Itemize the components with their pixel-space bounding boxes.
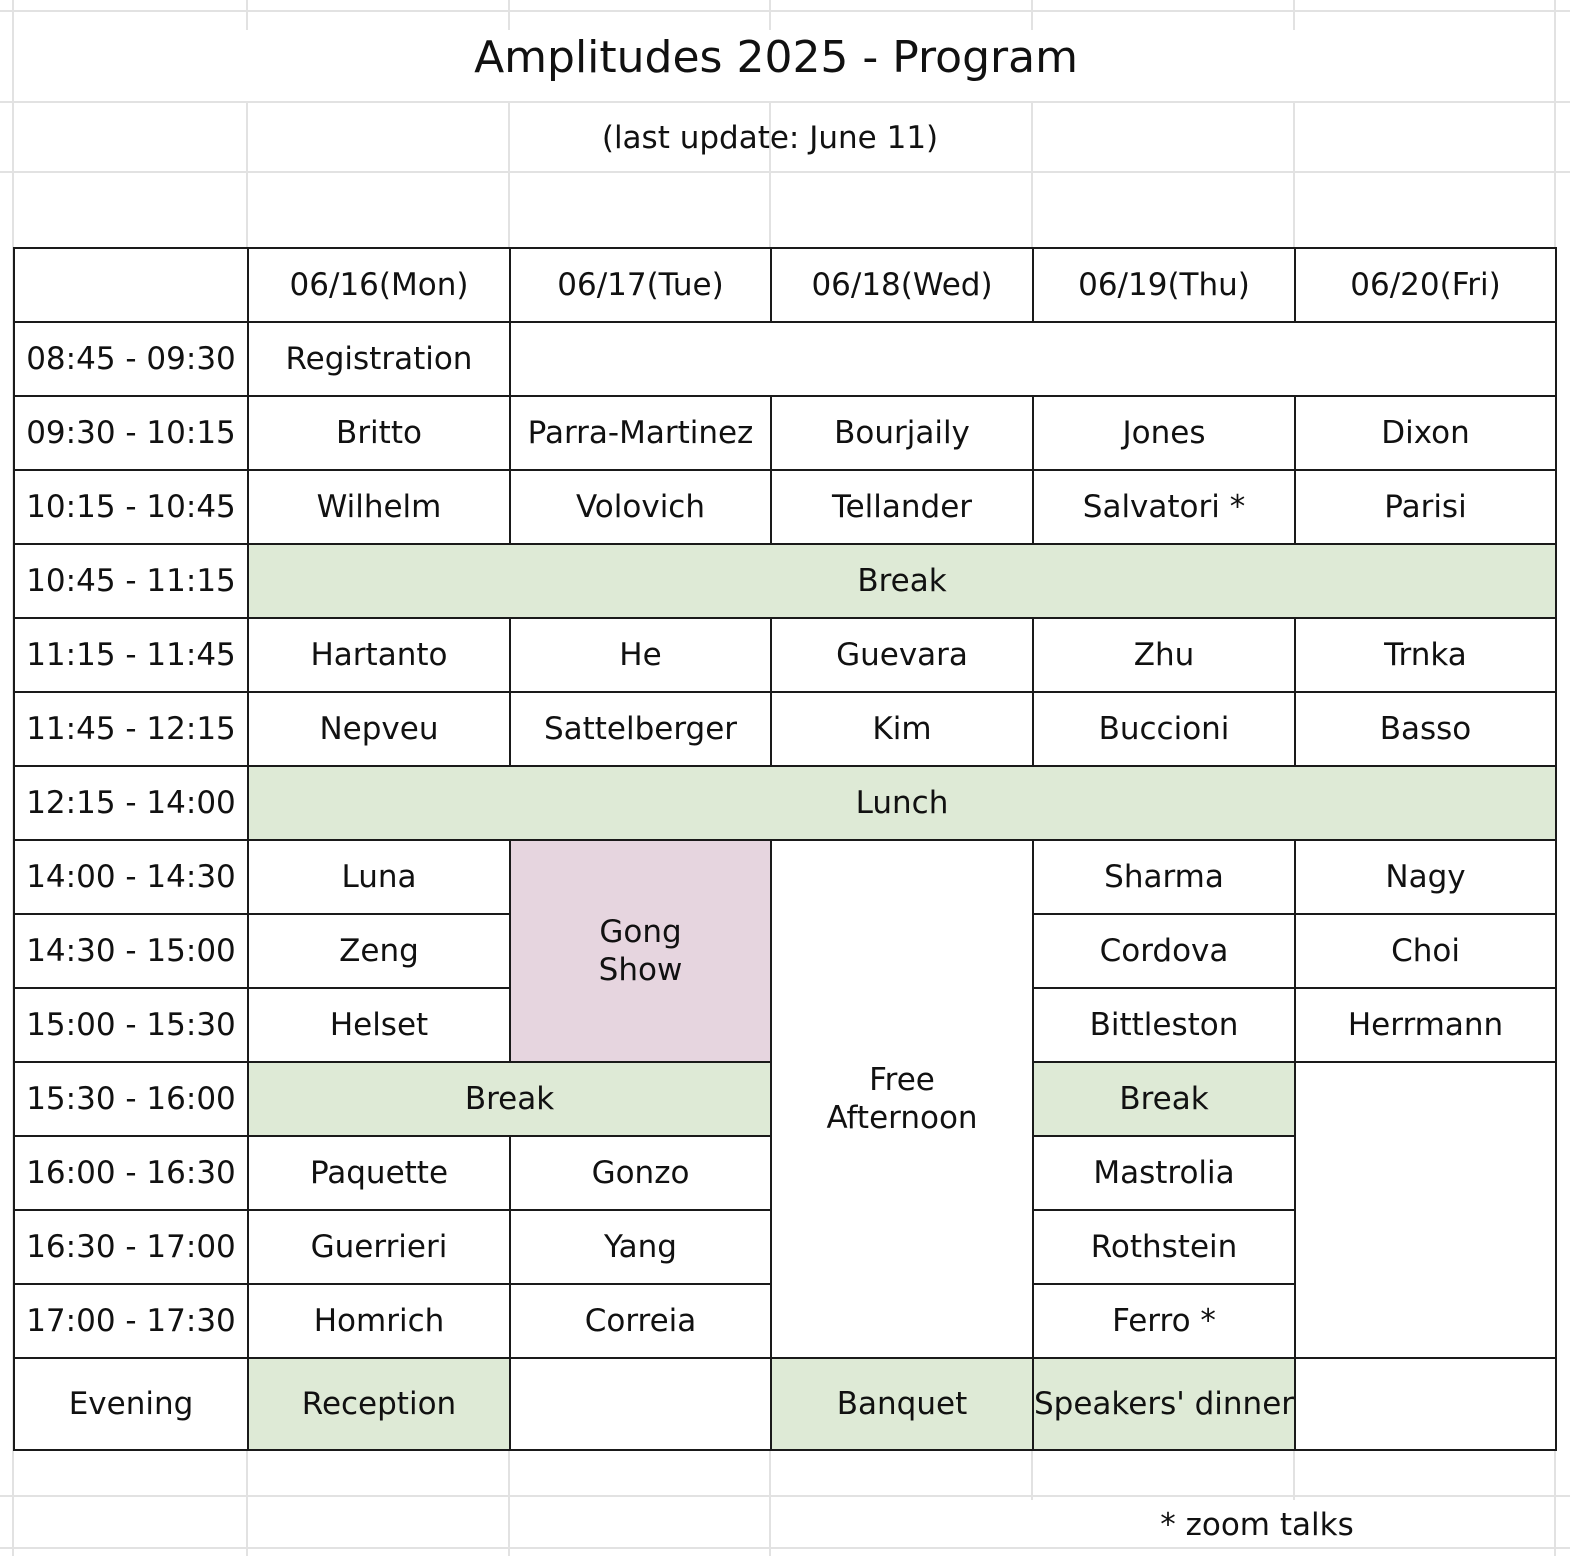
table-row bbox=[14, 692, 1556, 766]
talk-cell: Helset bbox=[248, 988, 510, 1062]
gong-show-cell bbox=[510, 840, 771, 1062]
time-slot: 17:00 - 17:30 bbox=[14, 1284, 248, 1358]
time-slot: 10:45 - 11:15 bbox=[14, 544, 248, 618]
talk-cell: Cordova bbox=[1033, 914, 1295, 988]
talk-cell: Volovich bbox=[510, 470, 771, 544]
table-row bbox=[14, 618, 1556, 692]
lunch-cell: Lunch bbox=[248, 766, 1556, 840]
empty-cell bbox=[1295, 1358, 1556, 1450]
program-table bbox=[13, 247, 1557, 1451]
zoom-talks-footnote: * zoom talks bbox=[1160, 1507, 1354, 1543]
time-slot: 16:30 - 17:00 bbox=[14, 1210, 248, 1284]
talk-cell: Mastrolia bbox=[1033, 1136, 1295, 1210]
corner-cell bbox=[14, 248, 248, 322]
gong-show-label: Gong Show bbox=[598, 914, 683, 988]
talk-cell: Ferro * bbox=[1033, 1284, 1295, 1358]
talk-cell: Trnka bbox=[1295, 618, 1556, 692]
talk-cell: Sattelberger bbox=[510, 692, 771, 766]
speakers-dinner-cell: Speakers' dinner bbox=[1033, 1358, 1295, 1450]
day-header: 06/20(Fri) bbox=[1295, 248, 1556, 322]
talk-cell: Gonzo bbox=[510, 1136, 771, 1210]
free-afternoon-label: Free Afternoon bbox=[826, 1062, 978, 1136]
break-cell: Break bbox=[248, 544, 1556, 618]
time-slot: 08:45 - 09:30 bbox=[14, 322, 248, 396]
talk-cell: Guerrieri bbox=[248, 1210, 510, 1284]
talk-cell: Rothstein bbox=[1033, 1210, 1295, 1284]
day-header: 06/17(Tue) bbox=[510, 248, 771, 322]
talk-cell: Jones bbox=[1033, 396, 1295, 470]
talk-cell: Hartanto bbox=[248, 618, 510, 692]
talk-cell: Nepveu bbox=[248, 692, 510, 766]
table-row bbox=[14, 840, 1556, 914]
table-row bbox=[14, 470, 1556, 544]
break-cell: Break bbox=[248, 1062, 771, 1136]
day-header: 06/18(Wed) bbox=[771, 248, 1033, 322]
talk-cell: Bittleston bbox=[1033, 988, 1295, 1062]
talk-cell: Choi bbox=[1295, 914, 1556, 988]
talk-cell: Homrich bbox=[248, 1284, 510, 1358]
table-row bbox=[14, 396, 1556, 470]
break-cell: Break bbox=[1033, 1062, 1295, 1136]
talk-cell: Yang bbox=[510, 1210, 771, 1284]
day-header: 06/16(Mon) bbox=[248, 248, 510, 322]
reception-cell: Reception bbox=[248, 1358, 510, 1450]
talk-cell: Paquette bbox=[248, 1136, 510, 1210]
table-row bbox=[14, 544, 1556, 618]
talk-cell: Bourjaily bbox=[771, 396, 1033, 470]
empty-cell bbox=[510, 1358, 771, 1450]
time-slot: 10:15 - 10:45 bbox=[14, 470, 248, 544]
banquet-cell: Banquet bbox=[771, 1358, 1033, 1450]
talk-cell: Wilhelm bbox=[248, 470, 510, 544]
talk-cell: Luna bbox=[248, 840, 510, 914]
table-row bbox=[14, 766, 1556, 840]
talk-cell: Zeng bbox=[248, 914, 510, 988]
empty-cell bbox=[510, 322, 1556, 396]
time-slot: 09:30 - 10:15 bbox=[14, 396, 248, 470]
talk-cell: Parra-Martinez bbox=[510, 396, 771, 470]
time-slot: 11:45 - 12:15 bbox=[14, 692, 248, 766]
talk-cell: Salvatori * bbox=[1033, 470, 1295, 544]
talk-cell: Herrmann bbox=[1295, 988, 1556, 1062]
day-header: 06/19(Thu) bbox=[1033, 248, 1295, 322]
evening-row bbox=[14, 1358, 1556, 1450]
registration-cell: Registration bbox=[248, 322, 510, 396]
talk-cell: Guevara bbox=[771, 618, 1033, 692]
time-slot: Evening bbox=[14, 1358, 248, 1450]
talk-cell: Nagy bbox=[1295, 840, 1556, 914]
talk-cell: He bbox=[510, 618, 771, 692]
talk-cell: Buccioni bbox=[1033, 692, 1295, 766]
talk-cell: Parisi bbox=[1295, 470, 1556, 544]
time-slot: 14:30 - 15:00 bbox=[14, 914, 248, 988]
talk-cell: Basso bbox=[1295, 692, 1556, 766]
free-afternoon-cell bbox=[771, 840, 1033, 1358]
last-update-note: (last update: June 11) bbox=[601, 120, 939, 156]
talk-cell: Zhu bbox=[1033, 618, 1295, 692]
time-slot: 14:00 - 14:30 bbox=[14, 840, 248, 914]
talk-cell: Dixon bbox=[1295, 396, 1556, 470]
talk-cell: Sharma bbox=[1033, 840, 1295, 914]
talk-cell: Tellander bbox=[771, 470, 1033, 544]
table-row bbox=[14, 322, 1556, 396]
talk-cell: Kim bbox=[771, 692, 1033, 766]
time-slot: 15:00 - 15:30 bbox=[14, 988, 248, 1062]
time-slot: 12:15 - 14:00 bbox=[14, 766, 248, 840]
talk-cell: Correia bbox=[510, 1284, 771, 1358]
page-title: Amplitudes 2025 - Program bbox=[474, 32, 1078, 83]
time-slot: 16:00 - 16:30 bbox=[14, 1136, 248, 1210]
header-row bbox=[14, 248, 1556, 322]
empty-cell bbox=[1295, 1062, 1556, 1358]
talk-cell: Britto bbox=[248, 396, 510, 470]
time-slot: 11:15 - 11:45 bbox=[14, 618, 248, 692]
time-slot: 15:30 - 16:00 bbox=[14, 1062, 248, 1136]
